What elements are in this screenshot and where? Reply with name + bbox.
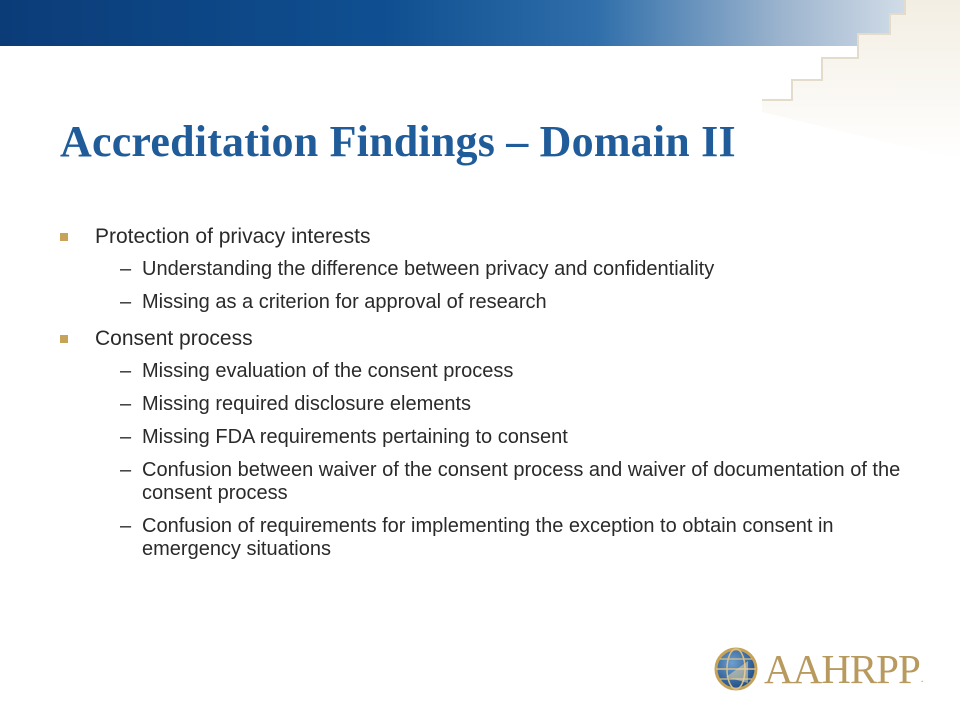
logo-mark: . [920,673,924,685]
sub-list-item [120,459,920,505]
page-title: Accreditation Findings – Domain II [60,117,736,166]
dash-bullet: – [120,291,132,313]
sub-list-item-text: Missing evaluation of the consent process [142,360,514,382]
square-bullet-icon [60,233,68,241]
sub-list-item-text: Confusion between waiver of the consent process and waiver of documentation of the consent process [142,459,901,504]
dash-bullet: – [120,360,132,382]
globe-icon [714,647,758,691]
logo-text: AAHRPP [764,646,920,692]
sub-list-item-text: Confusion of requirements for implementing the exception to obtain consent in emergency situations [142,515,834,560]
dash-bullet: – [120,515,132,537]
sub-list-item-text: Missing as a criterion for approval of research [142,291,547,313]
square-bullet-icon [60,335,68,343]
aahrpp-logo [714,643,924,695]
sub-list-item-text: Missing required disclosure elements [142,393,472,415]
dash-bullet: – [120,258,132,280]
dash-bullet: – [120,459,132,481]
dash-bullet: – [120,393,132,415]
sub-list-item-text: Missing FDA requirements pertaining to consent [142,426,568,448]
list-item [60,222,920,252]
sub-list-item [120,426,920,449]
list-item [60,324,920,354]
sub-list-item-text: Understanding the difference between privacy and confidentiality [142,258,715,280]
list-item-text: Protection of privacy interests [95,225,371,248]
bullet-list [60,222,920,571]
sub-list-item [120,393,920,416]
sub-list [120,258,920,314]
dash-bullet: – [120,426,132,448]
sub-list-item [120,291,920,314]
sub-list-item [120,360,920,383]
sub-list-item [120,515,920,561]
list-item-text: Consent process [95,327,253,350]
sub-list [120,360,920,561]
sub-list-item [120,258,920,281]
